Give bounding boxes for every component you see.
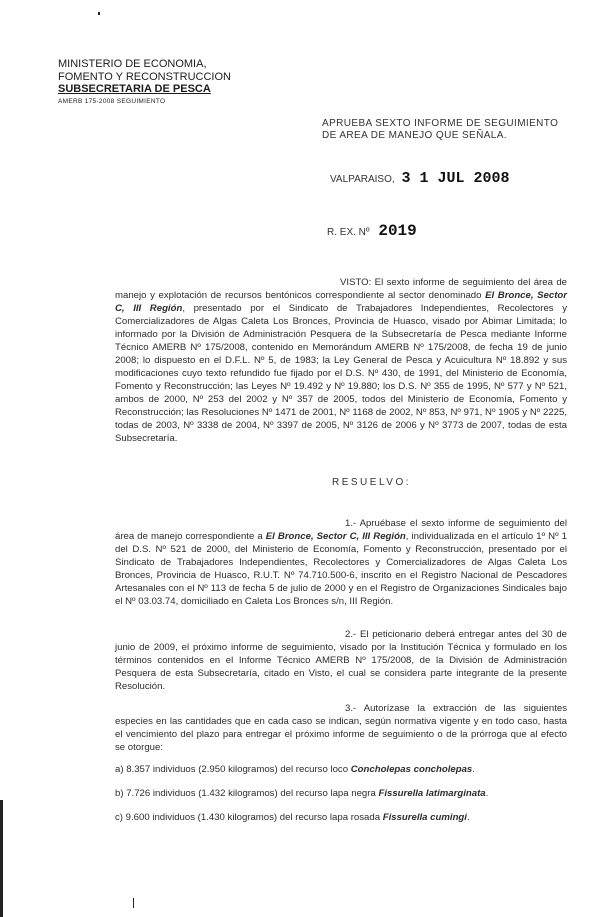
item-end: . [466,812,470,823]
item-end: . [485,788,489,799]
item-amount: 7.726 individuos (1.432 kilogramos) del recurso lapa negra [126,788,379,799]
species-name: Fissurella cumingi [382,812,467,823]
point-1-area-name: El Bronce, Sector C, III Región [265,531,406,542]
resolution-point-1 [115,517,567,608]
item-letter: a) [115,764,124,775]
visto-text-2: , presentado por el Sindicato de Trabajadores Independientes, Recolectores y Comercializadores de Algas Caleta Los Bronces, Provincia de Huasco, visado por Abimar Limitada; lo informado por la División de Administración Pesquera de la Subsecretaría de Pesca mediante Informe Técnico AMERB Nº 175/2008, contenido en Memorándum AMERB Nº 175/2008, de fecha 19 de junio 2008; lo dispuesto en el D.F.L. Nº 5, de 1983; la Ley General de Pesca y Acuicultura Nº 18.892 y sus modificaciones cuyo texto refundido fue fijado por el D.S. Nº 430, de 1991, del Ministerio de Economía, Fomento y Reconstrucción; las Leyes Nº 19.492 y Nº 19.880; los D.S. Nº 355 de 1995, Nº 577 y Nº 521, ambos de 2000, Nº 253 del 2002 y Nº 357 de 2005, todos del Ministerio de Economía, Fomento y Reconstrucción; las Resoluciones Nº 1471 de 2001, Nº 1168 de 2002, Nº 853, Nº 971, Nº 1905 y Nº 2225, todas de 2003, Nº 3338 de 2004, Nº 3397 de 2005, Nº 3126 de 2006 y Nº 3773 de 2007, todas de esta Subsecretaría. [115,303,567,444]
date-stamp: 3 1 JUL 2008 [401,170,510,187]
ministry-name-2: FOMENTO Y RECONSTRUCCION [58,70,231,83]
letterhead [58,58,231,108]
item-text [126,788,488,799]
item-amount: 9.600 individuos (1.430 kilogramos) del recurso lapa rosada [125,812,383,823]
date-line [330,170,509,187]
item-text [126,764,475,775]
point-1-text: , individualizada en el artículo 1º Nº 1 del D.S. Nº 521 de 2000, del Ministerio de Economía, Fomento y Reconstrucción, presentado por el Sindicato de Trabajadores Independientes, Recolectores y Comercializadores de Algas Caleta Los Bronces, Provincia de Huasco, R.U.T. Nº 74.710.500-6, inscrito en el Registro Nacional de Pescadores Artesanales con el Nº 113 de fecha 5 de julio de 2000 y en el Registro de Organizaciones Sindicales bajo el Nº 03.03.74, domiciliado en Caleta Los Bronces s/n, III Región. [115,531,567,607]
item-letter: c) [115,812,123,823]
resuelvo-heading: RESUELVO: [332,477,411,488]
point-1-lead: 1.- Apruébase el sexto informe de seguimiento del área de manejo correspondiente a [115,518,567,542]
resolution-point-3 [115,702,567,754]
resolution-point-2 [115,628,567,693]
subsecretaria-name: SUBSECRETARIA DE PESCA [58,83,211,95]
resolution-label: R. EX. Nº [327,227,370,238]
visto-text-1: El sexto informe de seguimiento del área de manejo y explotación de recursos bentónicos correspondiente al sector denominado [115,277,567,301]
point-2-text: junio de 2009, el próximo informe de seguimiento, visado por la Institución Técnica y formulado en los términos contenidos en el Informe Técnico AMERB Nº 175/2008, de la División de Administración Pesquera de esta Subsecretaría, citado en Visto, el cual se considera parte integrante de la presente Resolución. [115,642,567,692]
species-item-b [115,788,545,799]
point-3-lead: 3.- Autorízase la extracción de las siguientes [345,703,567,714]
species-name: Concholepas concholepas [350,764,473,775]
visto-paragraph [115,276,567,445]
visto-lead: VISTO: [340,277,372,288]
scan-speck [133,898,134,908]
scan-edge-mark [0,800,3,917]
item-end: . [472,764,475,775]
resolution-number-stamp: 2019 [378,222,417,240]
species-item-c [115,812,545,823]
species-name: Fissurella latimarginata [378,788,486,799]
file-reference: AMERB 175-2008 SEGUIMIENTO [58,97,166,105]
point-2-lead: 2.- El peticionario deberá entregar antes del 30 de [345,629,567,640]
item-amount: 8.357 individuos (2.950 kilogramos) del recurso loco [126,764,351,775]
resolution-subject [322,118,558,142]
subject-line-1: APRUEBA SEXTO INFORME DE SEGUIMIENTO [322,118,559,129]
point-3-text: especies en las cantidades que en cada caso se indican, según normativa vigente y en todo caso, hasta el vencimiento del plazo para entregar el próximo informe de seguimiento o de la prórroga que al efecto se otorgue: [115,716,567,753]
ministry-name: MINISTERIO DE ECONOMIA, [58,58,207,70]
scan-speck-top [98,12,100,15]
species-item-a [115,764,545,775]
visto-area-name: El Bronce, Sector C, III Región [115,290,567,314]
subject-line-2: DE AREA DE MANEJO QUE SEÑALA. [322,130,507,141]
resolution-number [327,222,417,240]
item-text [126,812,470,823]
item-letter: b) [115,788,124,799]
date-place: VALPARAISO, [330,174,395,185]
